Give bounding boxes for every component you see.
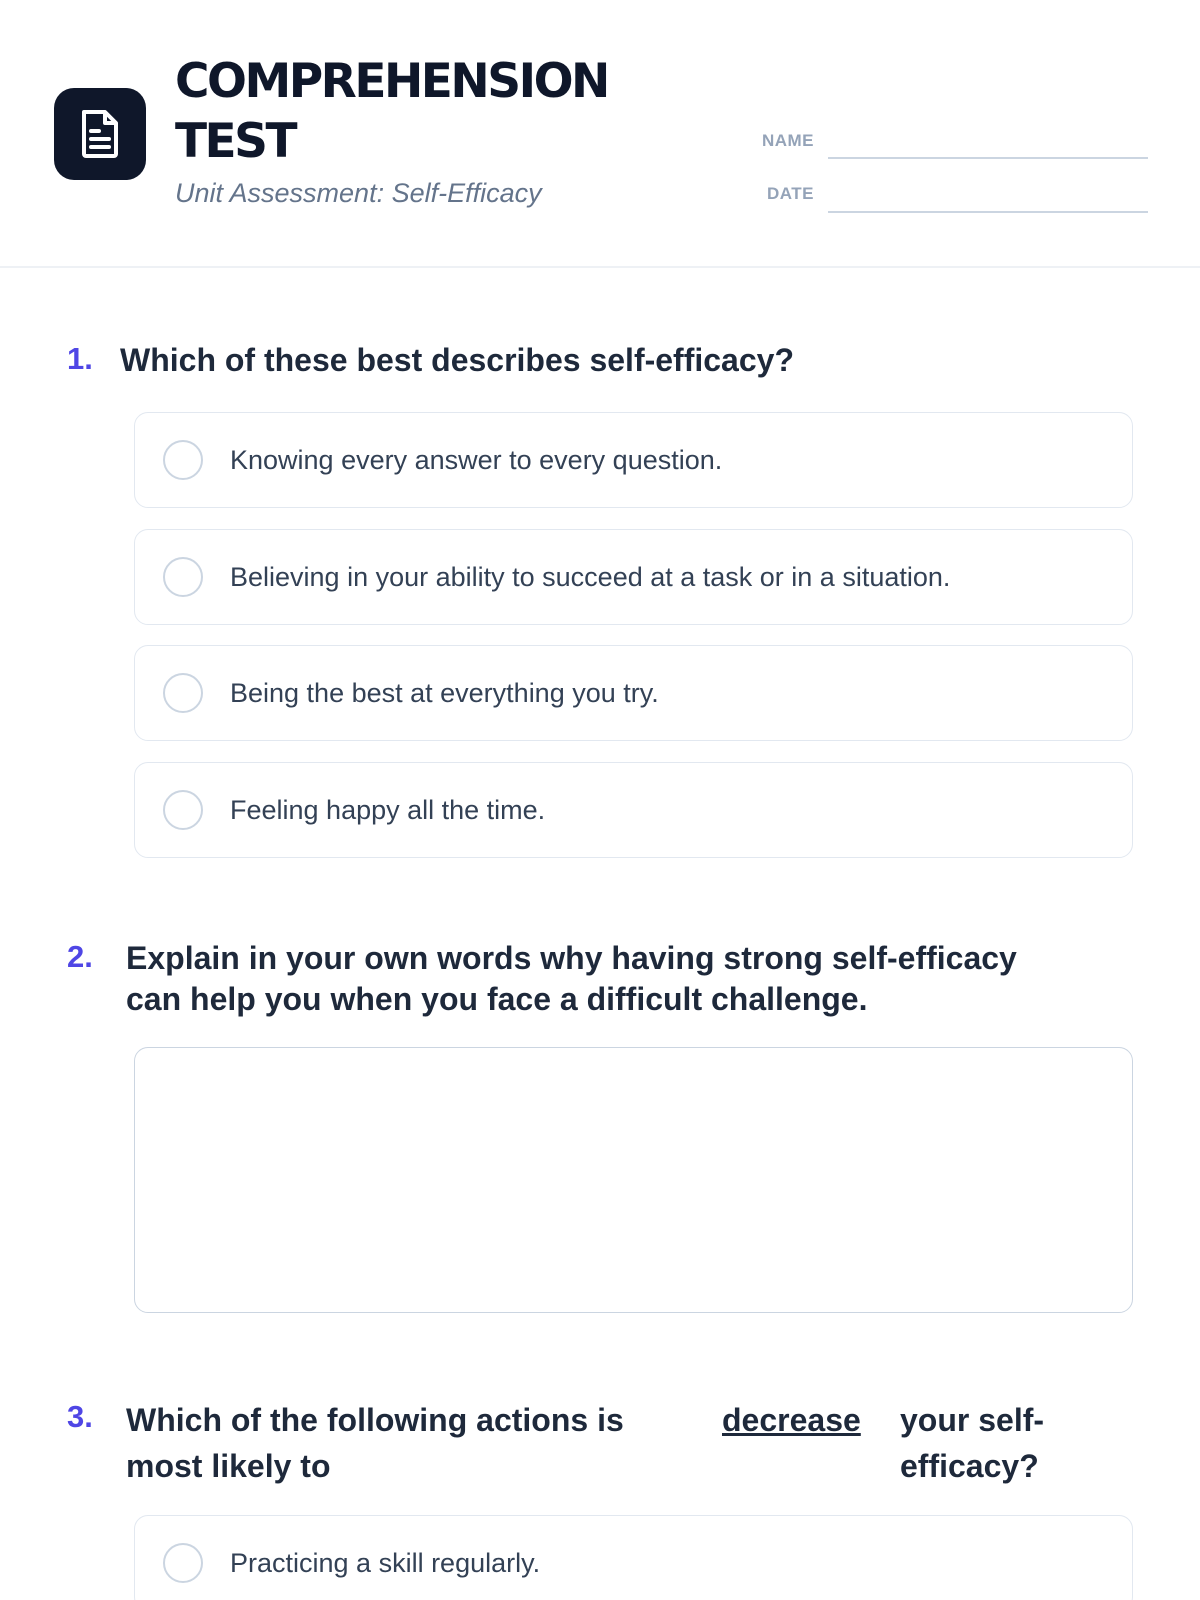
name-field[interactable] <box>828 157 1148 159</box>
option-label: Believing in your ability to succeed at a task or in a situation. <box>230 562 951 592</box>
option-label: Feeling happy all the time. <box>230 795 546 825</box>
question-text-line-1: Which of the following actions is <box>126 1402 624 1438</box>
answer-option[interactable] <box>134 1515 1133 1600</box>
question-text <box>126 938 1017 1020</box>
title-line-1: COMPREHENSION <box>175 54 608 109</box>
logo-badge <box>54 88 146 180</box>
question-number: 3. <box>67 1399 93 1434</box>
radio-button[interactable] <box>163 440 203 480</box>
question-text-part-1 <box>126 1397 624 1489</box>
date-field[interactable] <box>828 211 1148 213</box>
emphasis-word: decrease <box>722 1402 861 1438</box>
question-text-line-1: your self- <box>900 1402 1045 1438</box>
answer-option[interactable] <box>134 529 1133 625</box>
answer-textarea[interactable] <box>134 1047 1133 1313</box>
answer-option[interactable] <box>134 762 1133 858</box>
name-label: NAME <box>761 131 814 150</box>
question-text-line-1: Explain in your own words why having strong self-efficacy <box>126 940 1017 976</box>
radio-button[interactable] <box>163 790 203 830</box>
question-number: 1. <box>67 341 93 376</box>
option-label: Knowing every answer to every question. <box>230 445 723 475</box>
option-label: Practicing a skill regularly. <box>230 1548 541 1578</box>
question-text-line-2: most likely to <box>126 1448 331 1484</box>
question-text-line-2: can help you when you face a difficult challenge. <box>126 981 868 1017</box>
question-text: Which of these best describes self-efficacy? <box>120 342 794 378</box>
question-text-line-2: efficacy? <box>900 1448 1039 1484</box>
question-number: 2. <box>67 939 93 974</box>
answer-option[interactable] <box>134 412 1133 508</box>
test-header <box>0 0 1200 268</box>
title-line-2: TEST <box>175 114 296 169</box>
radio-button[interactable] <box>163 1543 203 1583</box>
document-icon <box>78 109 122 159</box>
radio-button[interactable] <box>163 557 203 597</box>
option-label: Being the best at everything you try. <box>230 678 659 708</box>
page-subtitle: Unit Assessment: Self-Efficacy <box>175 178 542 208</box>
answer-option[interactable] <box>134 645 1133 741</box>
question-text-part-2 <box>900 1397 1044 1489</box>
page-title <box>175 52 608 172</box>
date-label: DATE <box>766 184 814 203</box>
radio-button[interactable] <box>163 673 203 713</box>
